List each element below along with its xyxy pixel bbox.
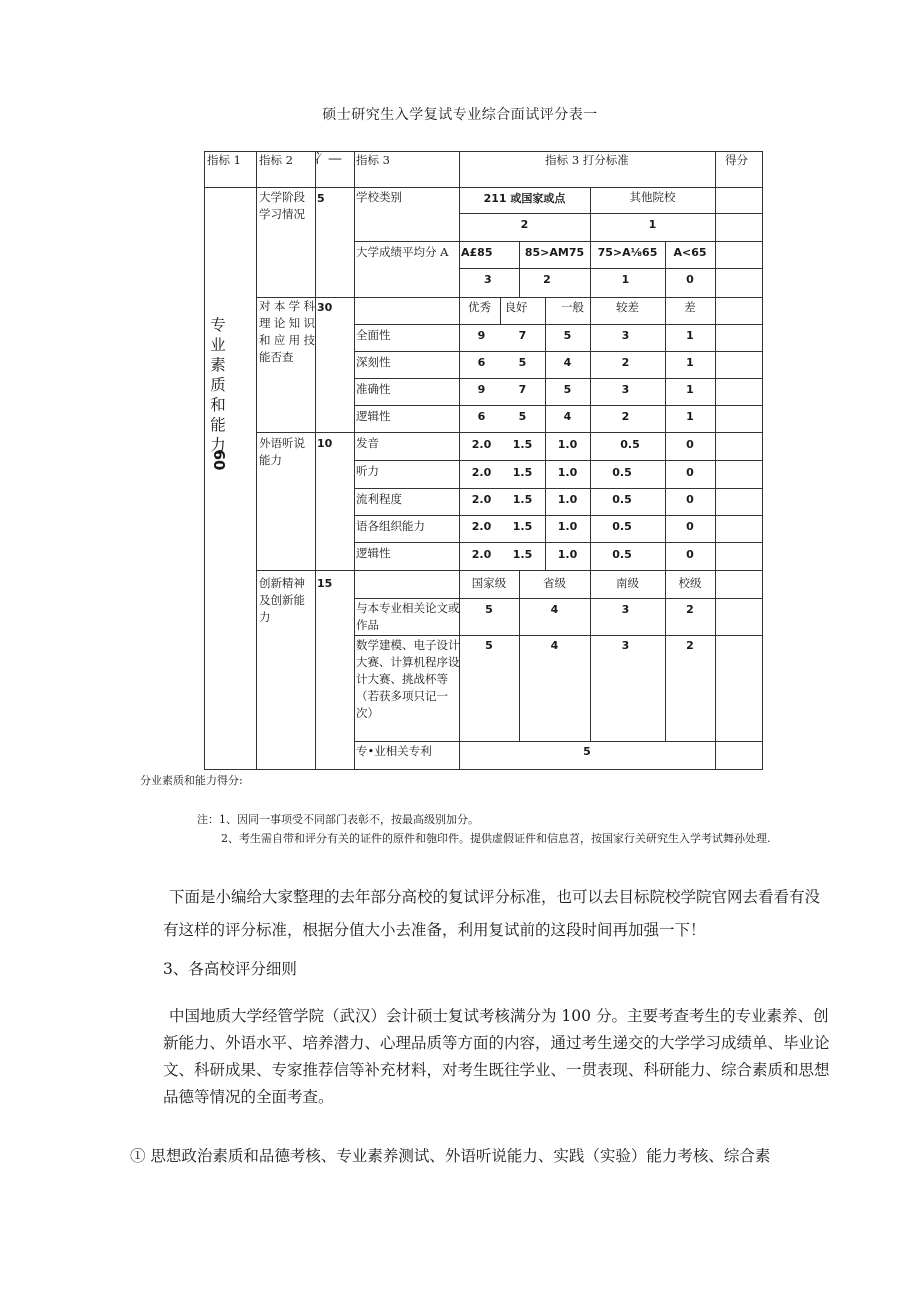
g4-row2-label: 数学建模、电子设计大赛、计算机程序设计大赛、挑战杯等（若获多项只记一次） — [356, 638, 460, 720]
g2-cell: 6 — [477, 410, 486, 423]
g4-name: 创新精神及创新能力 — [259, 576, 305, 624]
g3-name: 外语听说能力 — [259, 436, 305, 467]
note-1: 注：1、因同一事项受不同部门表彰不，按最高级别加分。 — [197, 813, 479, 826]
paragraph-body: 中国地质大学经管学院（武汉）会计硕士复试考核满分为 100 分。主要考查考生的专业素养、创新能力、外语水平、培养潜力、心理品质等方面的内容，通过考生递交的大学学习成绩单、毕业论文、科研成果、专家推荐信等补充材料，对考生既往学业、一贯表现、科研能力、综合素质和思想品德等情况的全面考查。 — [163, 1007, 830, 1106]
g1-gpa-label: 大学成绩平均分 A — [356, 245, 449, 259]
g2-level-3: 一般 — [561, 300, 584, 314]
g1-gpa-3: 75>A⅛65 — [597, 246, 658, 259]
g1-gpa-s2: 2 — [543, 273, 551, 286]
g2-row-label: 逻辑性 — [356, 409, 391, 423]
g2-cell: 1 — [686, 383, 694, 396]
g3-cell: 2.0 — [471, 520, 492, 533]
g3-cell: 1.0 — [557, 466, 578, 479]
g3-cell: 0.5 — [612, 520, 632, 533]
paragraph-item: ① 思想政治素质和品德考核、专业素养测试、外语听说能力、实践（实验）能力考核、综合素 — [130, 1147, 771, 1165]
header-mark: 冫— — [314, 151, 342, 167]
g2-cell: 4 — [563, 410, 572, 423]
g3-row-label: 逻辑性 — [356, 546, 391, 560]
g1-name: 大学阶段学习情况 — [259, 190, 305, 221]
g1-gpa-4: A<65 — [673, 246, 707, 259]
header-criteria: 指标 3 打分标准 — [545, 153, 629, 167]
g4-row2-cell: 4 — [550, 639, 559, 652]
g2-cell: 3 — [621, 329, 630, 342]
g3-cell: 1.0 — [557, 438, 578, 451]
g4-level-2: 省级 — [543, 576, 566, 590]
g3-cell: 1.5 — [512, 466, 533, 479]
g2-row-label: 准确性 — [356, 382, 391, 396]
g1-school-label: 学校类别 — [356, 190, 402, 204]
g1-gpa-s1: 3 — [484, 273, 492, 286]
g3-cell: 0.5 — [612, 466, 632, 479]
g2-cell: 9 — [477, 329, 486, 342]
g2-cell: 1 — [686, 329, 694, 342]
g2-cell: 1 — [686, 410, 694, 423]
g3-cell: 0.5 — [612, 548, 632, 561]
g3-cell: 1.5 — [512, 493, 533, 506]
category-label: 专业素质和能力 — [210, 316, 226, 454]
g3-cell: 2.0 — [471, 548, 492, 561]
paragraph-intro: 下面是小编给大家整理的去年部分高校的复试评分标准，也可以去目标院校学院官网去看看有没有这样的评分标准，根据分值大小去准备，利用复试前的这段时间再加强一下！ — [163, 888, 821, 939]
g3-cell: 1.0 — [557, 548, 578, 561]
header-indicator-3: 指标 3 — [356, 153, 390, 167]
g3-cell: 0 — [686, 493, 694, 506]
g2-cell: 5 — [563, 383, 572, 396]
g4-row1-cell: 2 — [686, 603, 694, 616]
g4-level-3: 南级 — [616, 576, 639, 590]
g1-gpa-s3: 1 — [621, 273, 630, 286]
header-indicator-2: 指标 2 — [259, 153, 293, 167]
g3-cell: 1.5 — [512, 520, 533, 533]
g4-row3-label: 专•业相关专利 — [356, 744, 432, 758]
g4-row1-cell: 5 — [485, 603, 493, 616]
g3-cell: 0.5 — [612, 493, 632, 506]
g3-row-label: 发音 — [356, 436, 379, 450]
g3-cell: 0 — [686, 438, 694, 451]
g3-cell: 2.0 — [471, 493, 492, 506]
section-heading: 3、各高校评分细则 — [163, 960, 297, 978]
g4-row1-label: 与本专业相关论文或作品 — [356, 601, 460, 632]
g2-row-label: 全面性 — [356, 328, 391, 342]
g2-row-label: 深刻性 — [356, 355, 391, 369]
g3-score: 10 — [317, 437, 333, 450]
g1-gpa-2: 85>AM75 — [524, 246, 585, 259]
g3-cell: 1.0 — [557, 520, 578, 533]
g1-school-a: 211 或国家或点 — [483, 192, 566, 205]
g3-cell: 0 — [686, 520, 694, 533]
page-title: 硕士研究生入学复试专业综合面试评分表一 — [322, 107, 598, 123]
g2-cell: 7 — [518, 329, 527, 342]
g4-row1-cell: 3 — [621, 603, 630, 616]
g2-cell: 6 — [477, 356, 486, 369]
g3-cell: 1.0 — [557, 493, 578, 506]
g2-level-2: 良好 — [504, 300, 528, 314]
g2-level-5: 差 — [684, 300, 696, 314]
g3-cell: 0.5 — [620, 438, 640, 451]
g2-cell: 5 — [563, 329, 572, 342]
subtotal-label: 分业素质和能力得分: — [140, 774, 243, 787]
g4-row1-cell: 4 — [550, 603, 559, 616]
g1-gpa-s4: 0 — [686, 273, 694, 286]
header-score: 得分 — [725, 153, 748, 167]
g3-cell: 0 — [686, 548, 694, 561]
g2-level-1: 优秀 — [468, 300, 491, 314]
g3-cell: 2.0 — [471, 438, 492, 451]
g4-score: 15 — [317, 577, 333, 590]
g3-cell: 1.5 — [512, 438, 533, 451]
g3-row-label: 听力 — [356, 464, 379, 478]
g2-cell: 9 — [477, 383, 486, 396]
header-indicator-1: 指标 1 — [207, 153, 241, 167]
g4-row2-cell: 2 — [686, 639, 694, 652]
g3-row-label: 语各组织能力 — [356, 519, 425, 533]
note-2: 2、考生需自带和评分有关的证件的原件和匏印件。提供虚假证件和信息苕，按国家行关研究生入学考试舞孙处理. — [221, 832, 771, 845]
g1-school-b: 其他院校 — [629, 190, 676, 204]
g4-row3-cell: 5 — [583, 745, 591, 758]
g1-score: 5 — [317, 192, 325, 205]
g4-row2-cell: 5 — [485, 639, 493, 652]
g4-level-4: 校级 — [678, 576, 702, 590]
g4-level-1: 国家级 — [471, 576, 507, 590]
g1-gpa-1: A£85 — [461, 246, 493, 259]
g2-level-4: 较差 — [616, 300, 639, 314]
g2-score: 30 — [317, 301, 333, 314]
g3-cell: 2.0 — [471, 466, 492, 479]
g2-cell: 7 — [518, 383, 527, 396]
g2-cell: 1 — [686, 356, 694, 369]
g2-name: 对本学科理论知识和应用技能否查 — [259, 299, 315, 364]
g1-school-b-score: 1 — [648, 218, 657, 231]
g3-cell: 1.5 — [512, 548, 533, 561]
g2-cell: 2 — [621, 410, 630, 423]
g1-school-a-score: 2 — [520, 218, 529, 231]
g4-row2-cell: 3 — [621, 639, 630, 652]
g2-cell: 2 — [621, 356, 630, 369]
g2-cell: 5 — [518, 356, 527, 369]
g3-cell: 0 — [686, 466, 694, 479]
g2-cell: 3 — [621, 383, 630, 396]
g3-row-label: 流利程度 — [356, 492, 402, 506]
category-score: 60 — [210, 449, 228, 471]
g2-cell: 5 — [518, 410, 527, 423]
g2-cell: 4 — [563, 356, 572, 369]
